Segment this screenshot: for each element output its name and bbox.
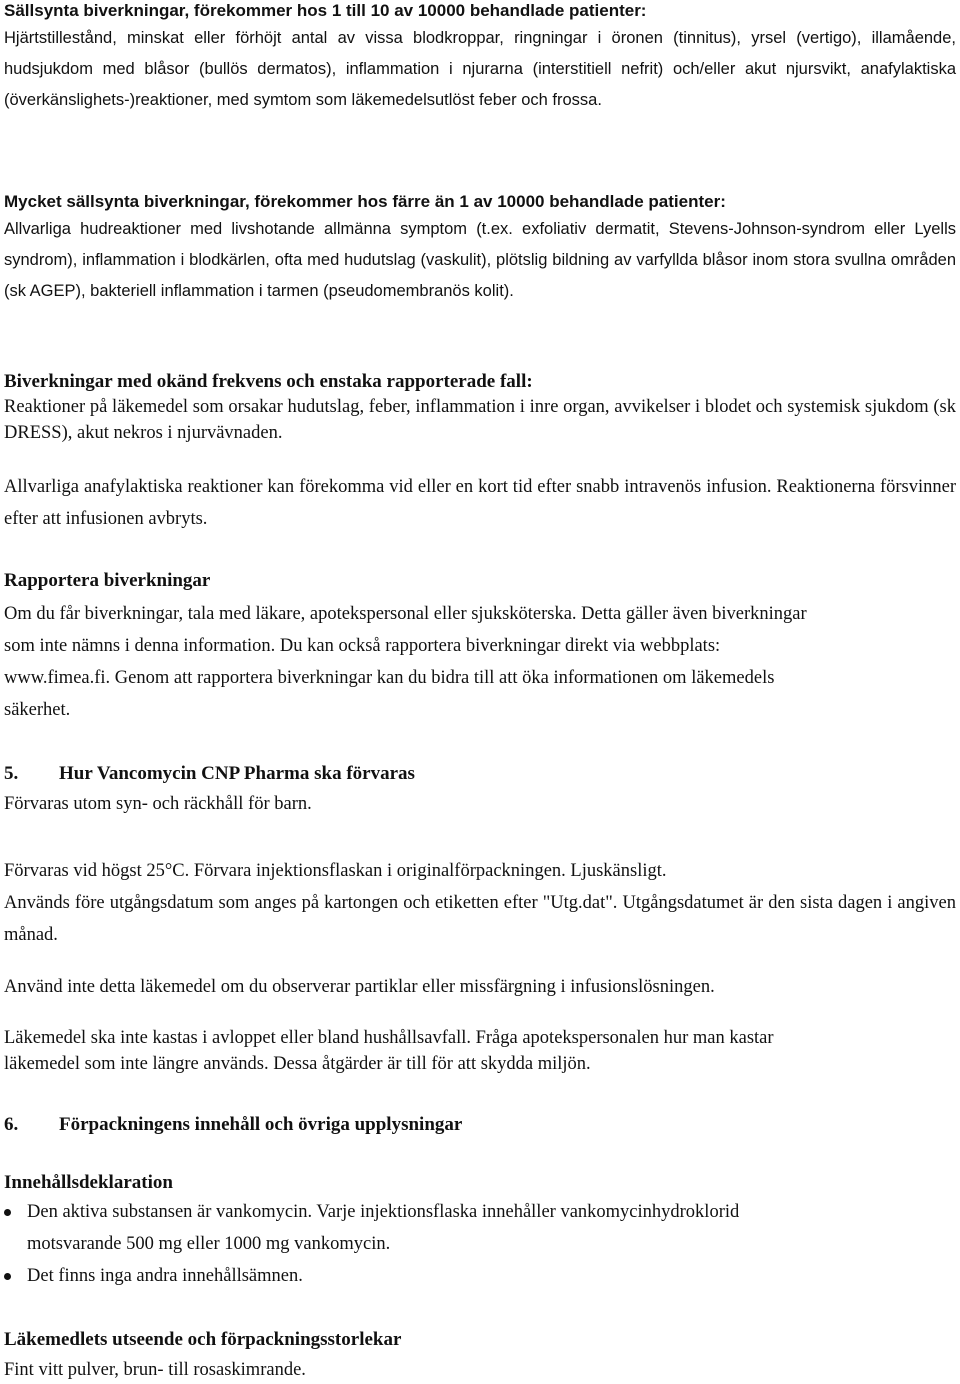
contents-heading: Innehållsdeklaration xyxy=(4,1172,173,1193)
contents-bullet-1-line-2: motsvarande 500 mg eller 1000 mg vankomycin. xyxy=(27,1234,391,1254)
storage-p3: Använd inte detta läkemedel om du observerar partiklar eller missfärgning i infusionslösningen. xyxy=(4,977,715,997)
storage-p4-line1: Läkemedel ska inte kastas i avloppet eller bland hushållsavfall. Fråga apotekspersonalen hur man kastar xyxy=(4,1028,774,1048)
contents-bullet-2: Det finns inga andra innehållsämnen. xyxy=(27,1266,303,1286)
unknown-text: Reaktioner på läkemedel som orsakar hudutslag, feber, inflammation i inre organ, avvikelser i blodet och systemisk sjukdom (sk DRESS), akut nekros i njurvävnaden. xyxy=(4,397,956,443)
storage-p1: Förvaras utom syn- och räckhåll för barn. xyxy=(4,794,312,814)
report-line-3: www.fimea.fi. Genom att rapportera biverkningar kan du bidra till att öka informationen om läkemedels xyxy=(4,668,775,688)
appearance-text: Fint vitt pulver, brun- till rosaskimrande. xyxy=(4,1360,306,1380)
package-title: Förpackningens innehåll och övriga upplysningar xyxy=(59,1114,463,1135)
contents-list xyxy=(4,1196,956,1292)
very-rare-text: Allvarliga hudreaktioner med livshotande allmänna symptom (t.ex. exfoliativ dermatit, Stevens-Johnson-syndrom eller Lyells syndrom), inflammation i blodkärlen, ofta med hudutslag (vaskulit), plötslig bildning av varfyllda blåsor inom stora svullna områden (sk AGEP), bakteriell inflammation i tarmen (pseudomembranös kolit). xyxy=(4,220,956,300)
storage-temperature-section xyxy=(4,855,956,951)
storage-section xyxy=(4,762,956,817)
list-item xyxy=(4,1196,956,1260)
storage-heading xyxy=(4,762,956,786)
appearance-heading: Läkemedlets utseende och förpackningsstorlekar xyxy=(4,1329,402,1350)
storage-number: 5. xyxy=(4,763,19,784)
unknown-frequency-section xyxy=(4,370,956,446)
storage-title: Hur Vancomycin CNP Pharma ska förvaras xyxy=(59,763,415,784)
appearance-section xyxy=(4,1328,956,1383)
very-rare-heading: Mycket sällsynta biverkningar, förekommer hos färre än 1 av 10000 behandlade patienter: xyxy=(4,192,726,211)
report-line-2: som inte nämns i denna information. Du kan också rapportera biverkningar direkt via webbplats: xyxy=(4,636,721,656)
bullet-icon xyxy=(4,1273,11,1280)
storage-p2-rest: Används före utgångsdatum som anges på kartongen och etiketten efter "Utg.dat". Utgångsdatumet är den sista dagen i angiven månad. xyxy=(4,893,956,945)
contents-section xyxy=(4,1171,956,1292)
very-rare-side-effects-section xyxy=(4,191,956,307)
report-line-1: Om du får biverkningar, tala med läkare, apotekspersonal eller sjuksköterska. Detta gäller även biverkningar xyxy=(4,604,807,624)
package-heading xyxy=(4,1113,956,1137)
report-section xyxy=(4,569,956,726)
list-item xyxy=(4,1260,956,1292)
package-number: 6. xyxy=(4,1114,19,1135)
report-heading: Rapportera biverkningar xyxy=(4,570,211,591)
storage-p4-line2: läkemedel som inte längre används. Dessa åtgärder är till för att skydda miljön. xyxy=(4,1054,591,1074)
bullet-icon xyxy=(4,1209,11,1216)
rare-text: Hjärtstillestånd, minskat eller förhöjt antal av vissa blodkroppar, ringningar i öronen (tinnitus), yrsel (vertigo), illamående, hudsjukdom med blåsor (bullös dermatos), inflammation i njurarna (interstitiell nefrit) och/eller akut njursvikt, anafylaktiska (överkänslighets-)reaktioner, med symtom som läkemedelsutlöst feber och frossa. xyxy=(4,29,956,109)
rare-side-effects-section xyxy=(4,0,956,116)
report-line-4: säkerhet. xyxy=(4,700,71,720)
anaphylaxis-paragraph: Allvarliga anafylaktiska reaktioner kan förekomma vid eller en kort tid efter snabb intravenös infusion. Reaktionerna försvinner efter att infusionen avbryts. xyxy=(4,477,956,529)
rare-heading: Sällsynta biverkningar, förekommer hos 1 till 10 av 10000 behandlade patienter: xyxy=(4,1,647,20)
unknown-heading: Biverkningar med okänd frekvens och enstaka rapporterade fall: xyxy=(4,371,533,392)
storage-p2-line1: Förvaras vid högst 25°C. Förvara injektionsflaskan i originalförpackningen. Ljuskänsligt. xyxy=(4,861,667,881)
disposal-section xyxy=(4,1025,956,1077)
contents-bullet-1-line-1: Den aktiva substansen är vankomycin. Varje injektionsflaska innehåller vankomycinhydroklorid xyxy=(27,1202,740,1222)
